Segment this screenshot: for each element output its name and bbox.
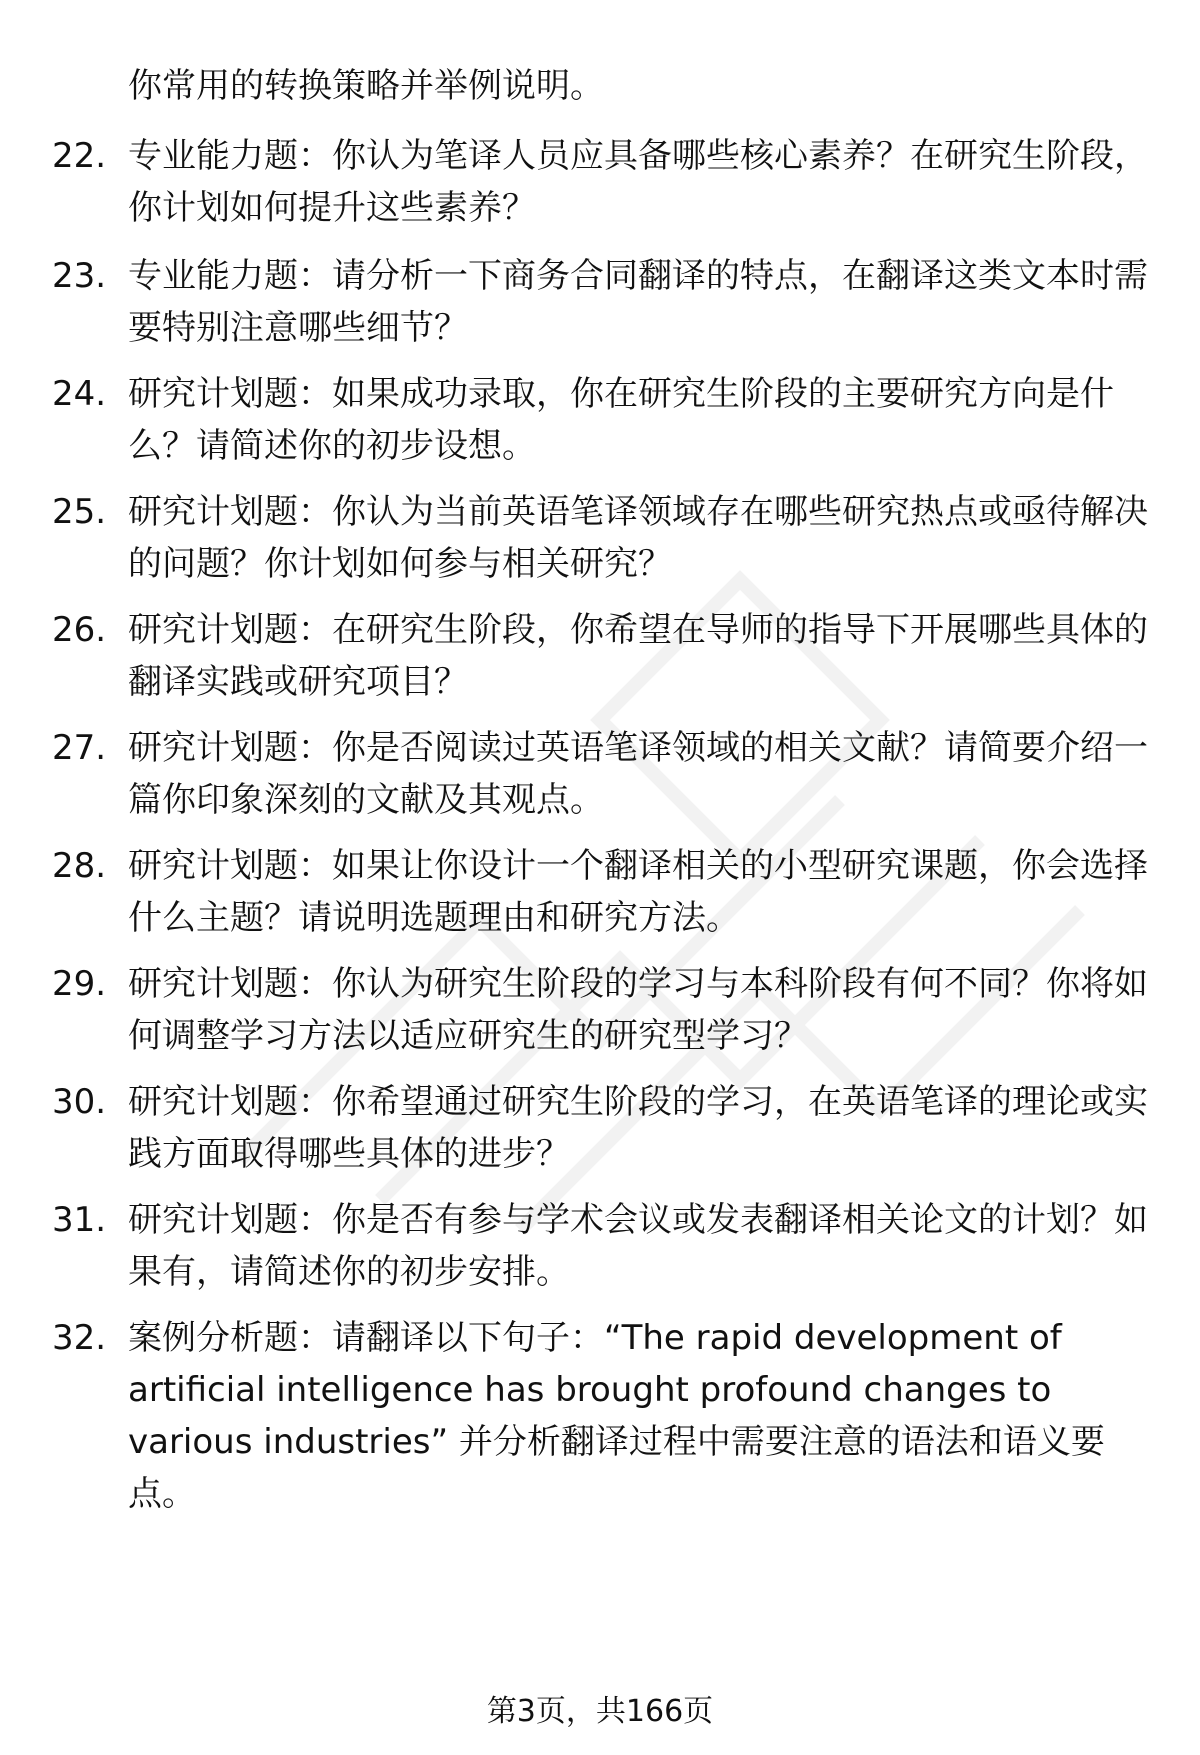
item-text: 研究计划题：你是否阅读过英语笔译领域的相关文献？请简要介绍一篇你印象深刻的文献及其观点。	[128, 728, 1148, 820]
item-number: 32.	[52, 1318, 107, 1358]
item-number: 23.	[52, 256, 107, 296]
item-text: 研究计划题：如果让你设计一个翻译相关的小型研究课题，你会选择什么主题？请说明选题理由和研究方法。	[128, 846, 1148, 938]
item-number: 28.	[52, 846, 107, 886]
item-number: 26.	[52, 610, 107, 650]
item-text: 研究计划题：在研究生阶段，你希望在导师的指导下开展哪些具体的翻译实践或研究项目？	[128, 610, 1148, 702]
item-number: 25.	[52, 492, 107, 532]
item-number: 27.	[52, 728, 107, 768]
item-number: 29.	[52, 964, 107, 1004]
item-text: 研究计划题：你是否有参与学术会议或发表翻译相关论文的计划？如果有，请简述你的初步安排。	[128, 1200, 1148, 1292]
item-text: 研究计划题：如果成功录取，你在研究生阶段的主要研究方向是什么？请简述你的初步设想。	[128, 374, 1114, 466]
item-text: 研究计划题：你认为当前英语笔译领域存在哪些研究热点或亟待解决的问题？你计划如何参与相关研究？	[128, 492, 1148, 584]
item-number: 31.	[52, 1200, 107, 1240]
item-number: 24.	[52, 374, 107, 414]
item-text: 研究计划题：你认为研究生阶段的学习与本科阶段有何不同？你将如何调整学习方法以适应研究生的研究型学习？	[128, 964, 1148, 1056]
item-text: 案例分析题：请翻译以下句子：“The rapid development of artificial intelligence has brought profound changes to various industries” 并分析翻译过程中需要注意的语法和语义要点。	[128, 1318, 1105, 1514]
continuation-text: 你常用的转换策略并举例说明。	[128, 66, 604, 106]
page-footer: 第3页，共166页	[486, 1694, 714, 1729]
item-text: 专业能力题：你认为笔译人员应具备哪些核心素养？在研究生阶段，你计划如何提升这些素养？	[128, 136, 1148, 228]
item-number: 30.	[52, 1082, 107, 1122]
item-text: 研究计划题：你希望通过研究生阶段的学习，在英语笔译的理论或实践方面取得哪些具体的进步？	[128, 1082, 1148, 1174]
item-text: 专业能力题：请分析一下商务合同翻译的特点，在翻译这类文本时需要特别注意哪些细节？	[128, 256, 1148, 348]
item-number: 22.	[52, 136, 107, 176]
